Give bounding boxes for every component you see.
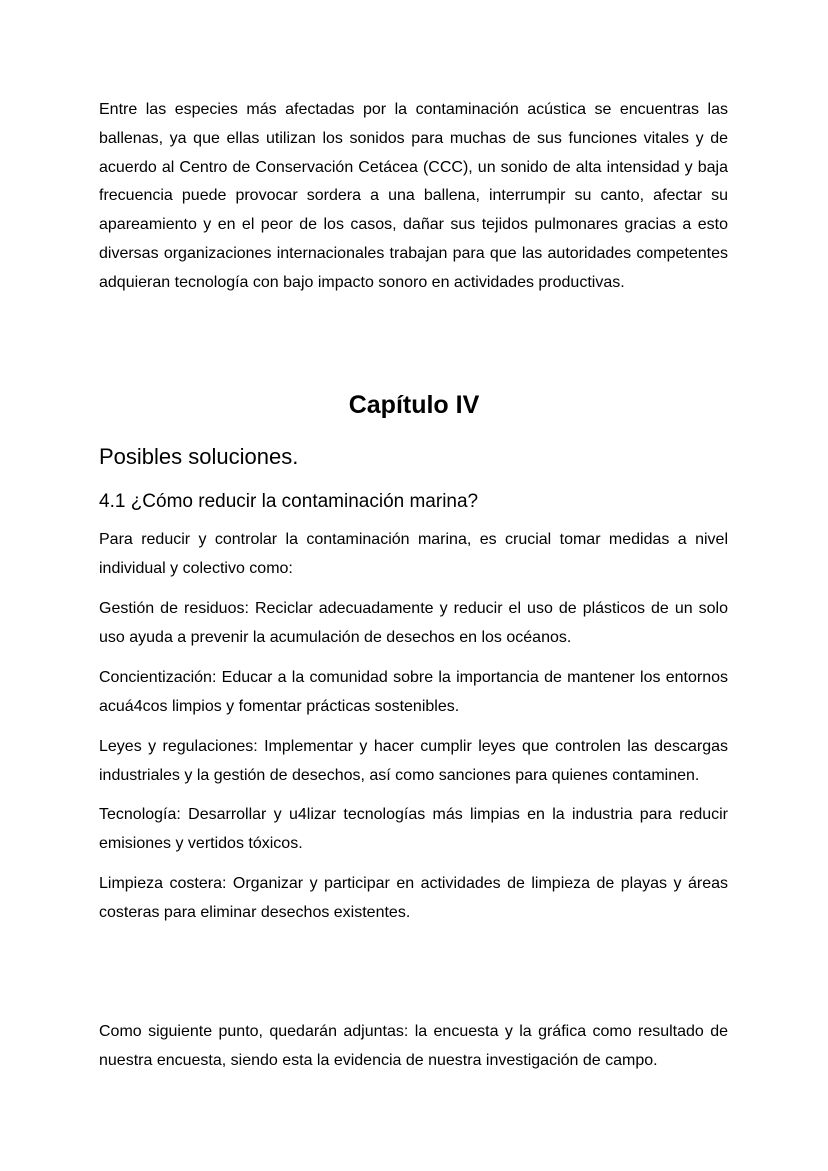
- body-paragraph: Concientización: Educar a la comunidad sobre la importancia de mantener los entornos acuá4cos limpios y fomentar prácticas sostenibles.: [99, 669, 728, 715]
- closing-paragraph: Como siguiente punto, quedarán adjuntas: la encuesta y la gráfica como resultado de nuestra encuesta, siendo esta la evidencia de nuestra investigación de campo.: [99, 1023, 728, 1069]
- body-paragraph: Gestión de residuos: Reciclar adecuadamente y reducir el uso de plásticos de un solo uso ayuda a prevenir la acumulación de desechos en los océanos.: [99, 600, 728, 646]
- body-paragraph: Leyes y regulaciones: Implementar y hacer cumplir leyes que controlen las descargas industriales y la gestión de desechos, así como sanciones para quienes contaminen.: [99, 738, 728, 784]
- chapter-title: Capítulo IV: [348, 391, 480, 419]
- chapter-subtitle: Posibles soluciones.: [99, 444, 299, 469]
- body-paragraph: Para reducir y controlar la contaminación marina, es crucial tomar medidas a nivel individual y colectivo como:: [99, 531, 728, 577]
- intro-paragraph: Entre las especies más afectadas por la contaminación acústica se encuentras las ballenas, ya que ellas utilizan los sonidos para muchas de sus funciones vitales y de acuerdo al Centro de Conservación Cetácea (CCC), un sonido de alta intensidad y baja frecuencia puede provocar sordera a una ballena, interrumpir su canto, afectar su apareamiento y en el peor de los casos, dañar sus tejidos pulmonares gracias a esto diversas organizaciones internacionales trabajan para que las autoridades competentes adquieran tecnología con bajo impacto sonoro en actividades productivas.: [99, 101, 728, 291]
- body-paragraph: Limpieza costera: Organizar y participar en actividades de limpieza de playas y áreas costeras para eliminar desechos existentes.: [99, 875, 728, 921]
- section-heading: 4.1 ¿Cómo reducir la contaminación marina?: [99, 491, 479, 512]
- body-paragraph: Tecnología: Desarrollar y u4lizar tecnologías más limpias en la industria para reducir emisiones y vertidos tóxicos.: [99, 806, 728, 852]
